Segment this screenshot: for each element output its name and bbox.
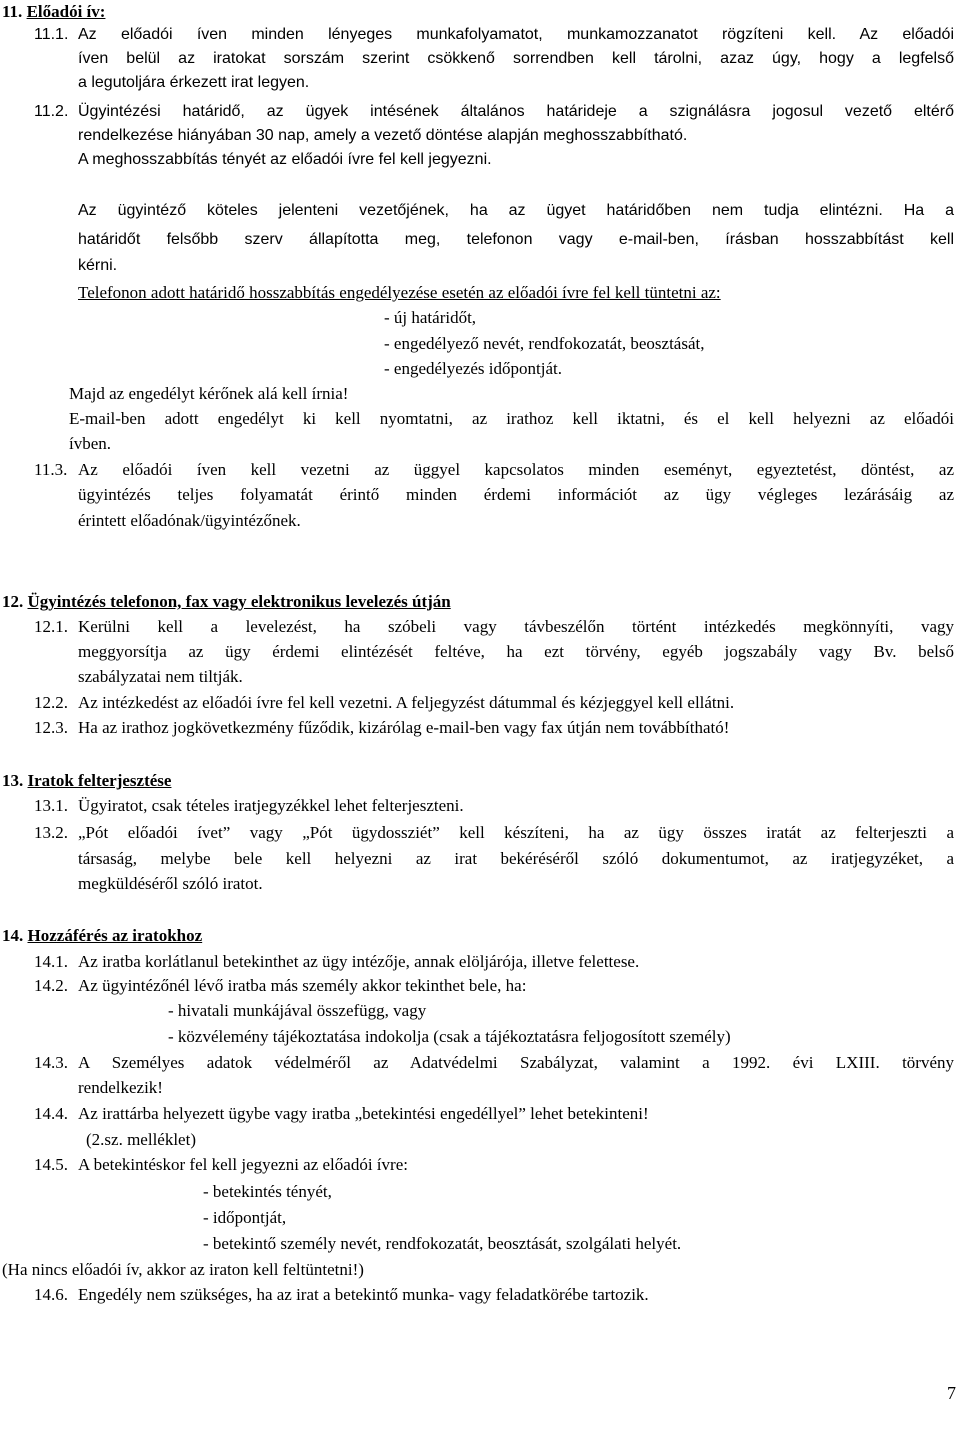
para-11-2d-line-1: Majd az engedélyt kérőnek alá kell írnia! [69,384,349,403]
para-11-1-number: 11.1. [34,26,69,43]
para-14-3-line-1: A Személyes adatok védelméről az Adatvédelmi Szabályzat, valamint a 1992. évi LXIII. törvény [78,1053,954,1072]
section-13-heading [2,770,171,792]
section-14-title: Hozzáférés az iratokhoz [27,926,203,945]
section-11-title: Előadói ív: [26,2,106,21]
para-12-1-line-2: meggyorsítja az ügy érdemi elintézését feltéve, ha ezt törvény, egyéb jogszabály vagy Bv. belső [78,642,954,661]
para-11-2-line-2: rendelkezése hiányában 30 nap, amely a vezető döntése alapján meghosszabbítható. [78,127,688,144]
para-11-3-line-2: ügyintézés teljes folyamatát érintő minden érdemi információt az ügy végleges lezárásáig az [78,485,954,504]
para-13-2-line-1: „Pót előadói ívet” vagy „Pót ügydossziét” kell készíteni, ha az ügy összes iratát az felterjeszti a [78,823,954,842]
list-item: - időpontját, [203,1208,287,1227]
para-12-1-line-1: Kerülni kell a levelezést, ha szóbeli vagy távbeszélőn történt intézkedés megkönnyíti, vagy [78,617,954,636]
para-11-2b-line-3: kérni. [78,257,118,274]
para-11-2e-line-1: E-mail-ben adott engedélyt ki kell nyomtatni, az irathoz kell iktatni, és el kell helyezni az előadói [69,409,954,428]
para-14-2-number: 14.2. [34,976,68,995]
para-12-3-number: 12.3. [34,718,68,737]
para-13-1-number: 13.1. [34,796,68,815]
list-item: - hivatali munkájával összefügg, vagy [168,1001,427,1020]
para-12-2-number: 12.2. [34,693,68,712]
para-14-6-line-1: Engedély nem szükséges, ha az irat a betekintő munka- vagy feladatkörébe tartozik. [78,1285,649,1304]
para-14-3-number: 14.3. [34,1053,68,1072]
para-13-2-number: 13.2. [34,823,68,842]
para-12-2-line-1: Az intézkedést az előadói ívre fel kell vezetni. A feljegyzést dátummal és kézjeggyel kell ellátni. [78,693,735,712]
para-11-2b-line-2: határidőt felsőbb szerv állapította meg, telefonon vagy e-mail-ben, írásban hosszabbítást kell [78,231,954,248]
para-14-3-line-2: rendelkezik! [78,1078,163,1097]
section-14-number: 14. [2,926,24,945]
para-13-1-line-1: Ügyiratot, csak tételes iratjegyzékkel lehet felterjeszteni. [78,796,464,815]
list-item: - új határidőt, [384,308,477,327]
para-11-2c-line-1: Telefonon adott határidő hosszabbítás engedélyezése esetén az előadói ívre fel kell tüntetni az: [78,283,721,302]
para-11-3-number: 11.3. [34,460,68,479]
para-14-5-line-1: A betekintéskor fel kell jegyezni az előadói ívre: [78,1155,408,1174]
list-item: - engedélyező nevét, rendfokozatát, beosztását, [384,334,705,353]
section-12-heading [2,591,451,613]
section-12-title: Ügyintézés telefonon, fax vagy elektronikus levelezés útján [27,592,451,611]
para-11-3-line-1: Az előadói íven kell vezetni az üggyel kapcsolatos minden eseményt, egyeztetést, döntést, az [78,460,954,479]
para-14-4-number: 14.4. [34,1104,68,1123]
page-number: 7 [947,1383,956,1403]
para-11-2-line-1: Ügyintézési határidő, az ügyek intésének általános határideje a szignálásra jogosul vezető eltérő [78,103,954,120]
list-item: - betekintő személy nevét, rendfokozatát, beosztását, szolgálati helyét. [203,1234,682,1253]
para-14-4-line-1: Az irattárba helyezett ügybe vagy iratba „betekintési engedéllyel” lehet betekinteni! [78,1104,649,1123]
para-11-2b-line-1: Az ügyintéző köteles jelenteni vezetőjének, ha az ügyet határidőben nem tudja elintézni. Ha a [78,202,954,219]
para-14-6-number: 14.6. [34,1285,68,1304]
section-12-number: 12. [2,592,24,611]
para-11-2-number: 11.2. [34,103,69,120]
para-14-5-number: 14.5. [34,1155,68,1174]
list-item: - betekintés tényét, [203,1182,332,1201]
para-14-1-number: 14.1. [34,952,68,971]
para-11-1-line-2: íven belül az iratokat sorszám szerint csökkenő sorrendben kell tárolni, azaz úgy, hogy a legfelső [78,50,954,67]
section-13-number: 13. [2,771,24,790]
list-item: - közvélemény tájékoztatása indokolja (csak a tájékoztatásra feljogosított személy) [168,1027,731,1046]
note-text: (Ha nincs előadói ív, akkor az iraton kell feltüntetni!) [2,1260,364,1279]
para-13-2-line-3: megküldéséről szóló iratot. [78,874,263,893]
para-14-2-line-1: Az ügyintézőnél lévő iratba más személy akkor tekinthet bele, ha: [78,976,527,995]
para-14-1-line-1: Az iratba korlátlanul betekinthet az ügy intézője, annak elöljárója, illetve felettese. [78,952,640,971]
section-11-heading [2,1,105,23]
para-14-4-line-2: (2.sz. melléklet) [86,1130,196,1149]
para-12-1-line-3: szabályzatai nem tiltják. [78,667,243,686]
section-13-title: Iratok felterjesztése [27,771,172,790]
para-13-2-line-2: társaság, melybe bele kell helyezni az irat bekéréséről szóló dokumentumot, az iratjegyzéket, a [78,849,954,868]
section-11-number: 11. [2,2,23,21]
para-11-2e-line-2: ívben. [69,434,112,453]
para-12-3-line-1: Ha az irathoz jogkövetkezmény fűződik, kizárólag e-mail-ben vagy fax útján nem továbbítható! [78,718,730,737]
para-11-1-line-1: Az előadói íven minden lényeges munkafolyamatot, munkamozzanatot rögzíteni kell. Az előadói [78,26,954,43]
para-11-1-line-3: a legutoljára érkezett irat legyen. [78,74,310,91]
section-14-heading [2,925,202,947]
para-11-2-line-3: A meghosszabbítás tényét az előadói ívre fel kell jegyezni. [78,151,492,168]
list-item: - engedélyezés időpontját. [384,359,562,378]
para-12-1-number: 12.1. [34,617,68,636]
para-11-3-line-3: érintett előadónak/ügyintézőnek. [78,511,301,530]
